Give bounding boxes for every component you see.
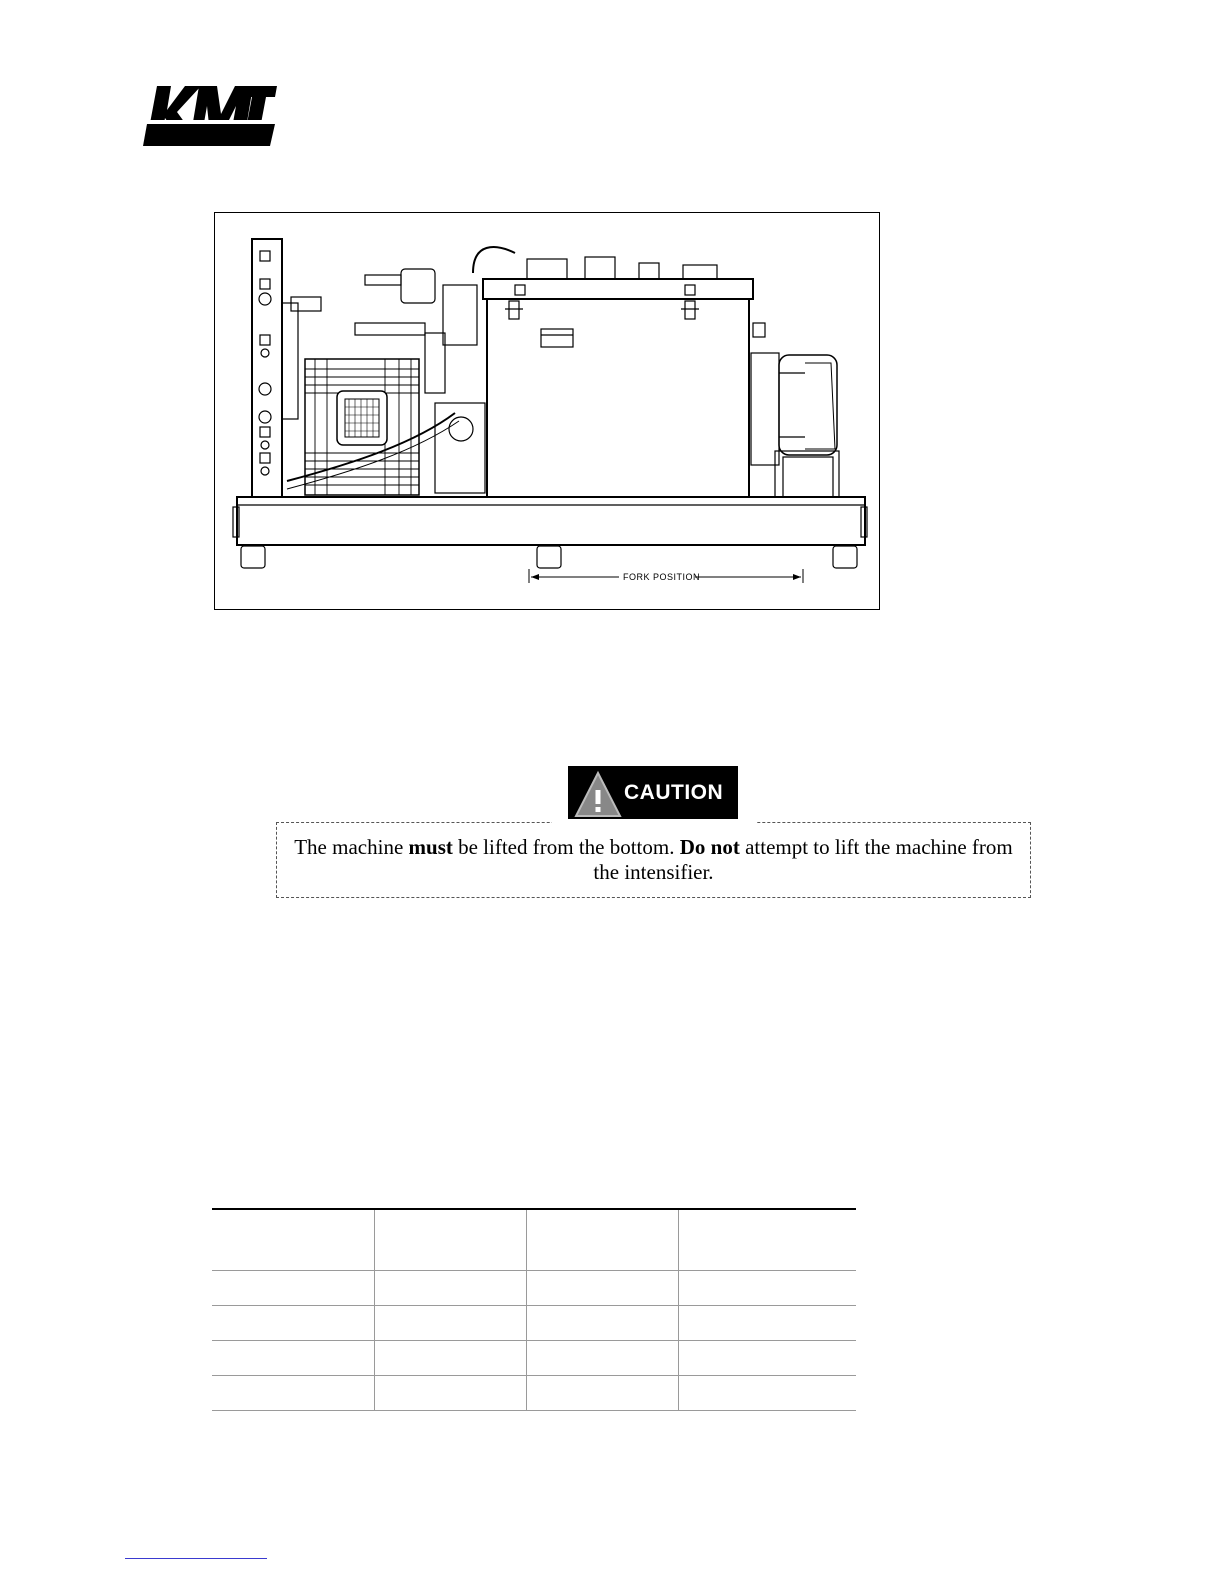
table-cell [679, 1306, 857, 1341]
footer-link[interactable] [125, 1558, 267, 1559]
kmt-logo [143, 84, 277, 148]
table-cell [679, 1376, 857, 1411]
caution-label: CAUTION [624, 781, 724, 804]
table-header-cell [527, 1209, 679, 1271]
table-header-cell [679, 1209, 857, 1271]
fork-position-label: FORK POSITION [623, 572, 701, 582]
table-cell [212, 1376, 375, 1411]
table-row [212, 1376, 856, 1411]
table-row [212, 1271, 856, 1306]
table-cell [527, 1341, 679, 1376]
table-header-row [212, 1209, 856, 1271]
caution-box-gap [552, 819, 756, 825]
table-cell [679, 1341, 857, 1376]
table-header-cell [212, 1209, 375, 1271]
emphasis-must: must [408, 835, 453, 859]
specification-table [212, 1208, 856, 1411]
caution-message-box [276, 822, 1031, 898]
table-row [212, 1341, 856, 1376]
table-row [212, 1306, 856, 1341]
table-cell [212, 1271, 375, 1306]
table-cell [212, 1341, 375, 1376]
table-cell [679, 1271, 857, 1306]
caution-message: The machine must be lifted from the bottom. Do not attempt to lift the machine from the intensifier. [294, 835, 1013, 884]
caution-badge [568, 766, 738, 823]
table-header-cell [375, 1209, 527, 1271]
table-cell [375, 1306, 527, 1341]
emphasis-do-not: Do not [679, 835, 740, 859]
table-cell [527, 1376, 679, 1411]
table-cell [375, 1271, 527, 1306]
table-cell [375, 1376, 527, 1411]
table-cell [527, 1271, 679, 1306]
table-cell [375, 1341, 527, 1376]
machine-drawing [214, 212, 880, 610]
table-cell [527, 1306, 679, 1341]
table-cell [212, 1306, 375, 1341]
